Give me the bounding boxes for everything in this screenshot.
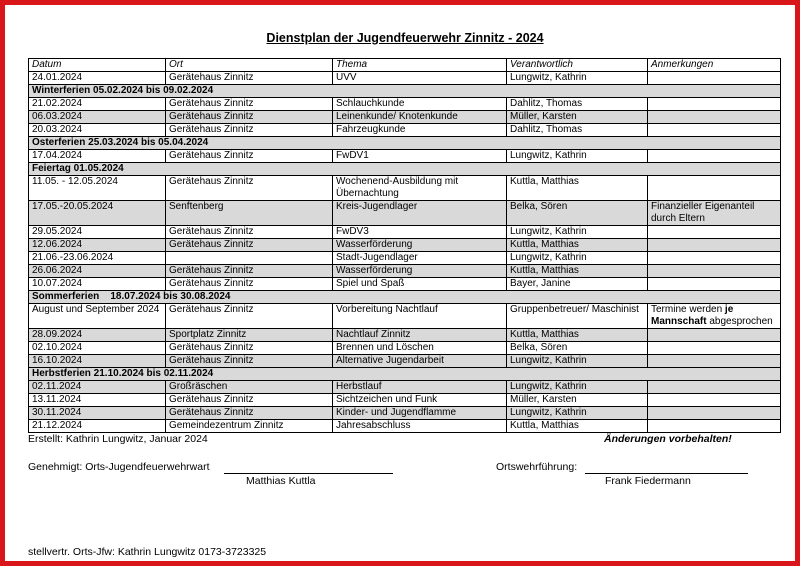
cell-topic: Vorbereitung Nachtlauf xyxy=(333,304,507,329)
table-row xyxy=(29,252,781,265)
cell-responsible: Kuttla, Matthias xyxy=(507,420,648,433)
holiday-break-label: Osterferien 25.03.2024 bis 05.04.2024 xyxy=(29,137,781,150)
leadership-label: Ortswehrführung: xyxy=(496,461,578,473)
cell-topic: Wasserförderung xyxy=(333,239,507,252)
cell-responsible: Lungwitz, Kathrin xyxy=(507,226,648,239)
cell-topic: FwDV3 xyxy=(333,226,507,239)
holiday-break-row xyxy=(29,291,781,304)
cell-notes xyxy=(648,124,781,137)
cell-date: 17.04.2024 xyxy=(29,150,166,163)
cell-location: Gerätehaus Zinnitz xyxy=(166,407,333,420)
cell-notes xyxy=(648,355,781,368)
cell-topic: Jahresabschluss xyxy=(333,420,507,433)
cell-date: 02.11.2024 xyxy=(29,381,166,394)
column-header-responsible: Verantwortlich xyxy=(507,59,648,72)
cell-location: Gerätehaus Zinnitz xyxy=(166,239,333,252)
cell-location: Gerätehaus Zinnitz xyxy=(166,304,333,329)
cell-location: Gerätehaus Zinnitz xyxy=(166,111,333,124)
cell-responsible: Lungwitz, Kathrin xyxy=(507,407,648,420)
cell-date: 06.03.2024 xyxy=(29,111,166,124)
holiday-break-row xyxy=(29,137,781,150)
cell-notes xyxy=(648,111,781,124)
cell-notes xyxy=(648,278,781,291)
cell-responsible: Gruppenbetreuer/ Maschinist xyxy=(507,304,648,329)
cell-date: 13.11.2024 xyxy=(29,394,166,407)
cell-responsible: Dahlitz, Thomas xyxy=(507,98,648,111)
table-header-row xyxy=(29,59,781,72)
cell-location: Gerätehaus Zinnitz xyxy=(166,72,333,85)
cell-location xyxy=(166,252,333,265)
cell-notes xyxy=(648,394,781,407)
cell-location: Gerätehaus Zinnitz xyxy=(166,150,333,163)
note-text-bold: je Mannschaft xyxy=(651,304,734,327)
cell-notes xyxy=(648,407,781,420)
cell-responsible: Müller, Karsten xyxy=(507,111,648,124)
cell-topic: UVV xyxy=(333,72,507,85)
table-row xyxy=(29,329,781,342)
note-text-post: abgesprochen xyxy=(706,316,773,327)
column-header-location: Ort xyxy=(166,59,333,72)
table-row xyxy=(29,355,781,368)
cell-responsible: Kuttla, Matthias xyxy=(507,329,648,342)
approval-label: Genehmigt: Orts-Jugendfeuerwehrwart xyxy=(28,461,210,473)
holiday-break-row xyxy=(29,368,781,381)
cell-location: Gerätehaus Zinnitz xyxy=(166,355,333,368)
cell-topic: Kreis-Jugendlager xyxy=(333,201,507,226)
cell-location: Gerätehaus Zinnitz xyxy=(166,226,333,239)
cell-date: 28.09.2024 xyxy=(29,329,166,342)
cell-date: 20.03.2024 xyxy=(29,124,166,137)
cell-location: Gerätehaus Zinnitz xyxy=(166,394,333,407)
table-row xyxy=(29,201,781,226)
table-row xyxy=(29,394,781,407)
cell-responsible: Lungwitz, Kathrin xyxy=(507,355,648,368)
cell-responsible: Kuttla, Matthias xyxy=(507,239,648,252)
table-row xyxy=(29,150,781,163)
cell-location: Gerätehaus Zinnitz xyxy=(166,342,333,355)
table-row xyxy=(29,381,781,394)
cell-topic: Nachtlauf Zinnitz xyxy=(333,329,507,342)
cell-responsible: Lungwitz, Kathrin xyxy=(507,381,648,394)
cell-location: Gerätehaus Zinnitz xyxy=(166,265,333,278)
column-header-notes: Anmerkungen xyxy=(648,59,781,72)
cell-responsible: Lungwitz, Kathrin xyxy=(507,72,648,85)
cell-topic: Wasserförderung xyxy=(333,265,507,278)
holiday-break-label: Sommerferien 18.07.2024 bis 30.08.2024 xyxy=(29,291,781,304)
cell-notes xyxy=(648,98,781,111)
cell-date: 11.05. - 12.05.2024 xyxy=(29,176,166,201)
table-row xyxy=(29,278,781,291)
deputy-contact: stellvertr. Orts-Jfw: Kathrin Lungwitz 0173-3723325 xyxy=(28,546,267,558)
cell-date: 02.10.2024 xyxy=(29,342,166,355)
approval-name: Matthias Kuttla xyxy=(246,475,316,487)
cell-topic: Schlauchkunde xyxy=(333,98,507,111)
leadership-name: Frank Fiedermann xyxy=(605,475,691,487)
cell-responsible: Bayer, Janine xyxy=(507,278,648,291)
cell-notes xyxy=(648,265,781,278)
cell-notes xyxy=(648,239,781,252)
cell-notes xyxy=(648,342,781,355)
cell-notes xyxy=(648,420,781,433)
cell-location: Gerätehaus Zinnitz xyxy=(166,124,333,137)
cell-topic: Leinenkunde/ Knotenkunde xyxy=(333,111,507,124)
approval-signature-line xyxy=(224,473,393,474)
cell-topic: Fahrzeugkunde xyxy=(333,124,507,137)
cell-responsible: Lungwitz, Kathrin xyxy=(507,252,648,265)
cell-date: 17.05.-20.05.2024 xyxy=(29,201,166,226)
cell-notes xyxy=(648,176,781,201)
cell-date: 30.11.2024 xyxy=(29,407,166,420)
cell-responsible: Kuttla, Matthias xyxy=(507,265,648,278)
cell-responsible: Müller, Karsten xyxy=(507,394,648,407)
cell-notes: Finanzieller Eigenanteil durch Eltern xyxy=(648,201,781,226)
cell-topic: Brennen und Löschen xyxy=(333,342,507,355)
holiday-break-label: Winterferien 05.02.2024 bis 09.02.2024 xyxy=(29,85,781,98)
column-header-topic: Thema xyxy=(333,59,507,72)
cell-notes xyxy=(648,381,781,394)
cell-notes xyxy=(648,226,781,239)
cell-topic: Herbstlauf xyxy=(333,381,507,394)
leadership-signature-line xyxy=(585,473,748,474)
table-row xyxy=(29,239,781,252)
table-row xyxy=(29,176,781,201)
table-row xyxy=(29,111,781,124)
table-row xyxy=(29,304,781,329)
cell-notes xyxy=(648,329,781,342)
schedule-table xyxy=(28,58,781,433)
holiday-break-label: Feiertag 01.05.2024 xyxy=(29,163,781,176)
note-text-pre: Termine werden xyxy=(651,304,725,315)
holiday-break-row xyxy=(29,85,781,98)
cell-date: 21.06.-23.06.2024 xyxy=(29,252,166,265)
cell-location: Gemeindezentrum Zinnitz xyxy=(166,420,333,433)
schedule-body xyxy=(29,72,781,433)
cell-notes xyxy=(648,252,781,265)
cell-topic: Spiel und Spaß xyxy=(333,278,507,291)
cell-topic: Kinder- und Jugendflamme xyxy=(333,407,507,420)
cell-topic: Wochenend-Ausbildung mit Übernachtung xyxy=(333,176,507,201)
cell-location: Gerätehaus Zinnitz xyxy=(166,176,333,201)
cell-date: August und September 2024 xyxy=(29,304,166,329)
cell-responsible: Kuttla, Matthias xyxy=(507,176,648,201)
created-by-text: Erstellt: Kathrin Lungwitz, Januar 2024 xyxy=(28,433,208,445)
column-header-date: Datum xyxy=(29,59,166,72)
cell-location: Senftenberg xyxy=(166,201,333,226)
table-row xyxy=(29,342,781,355)
cell-responsible: Dahlitz, Thomas xyxy=(507,124,648,137)
cell-responsible: Lungwitz, Kathrin xyxy=(507,150,648,163)
cell-notes-team xyxy=(648,304,781,329)
cell-date: 29.05.2024 xyxy=(29,226,166,239)
holiday-break-label: Herbstferien 21.10.2024 bis 02.11.2024 xyxy=(29,368,781,381)
cell-date: 24.01.2024 xyxy=(29,72,166,85)
table-row xyxy=(29,420,781,433)
table-row xyxy=(29,407,781,420)
changes-reserved-text: Änderungen vorbehalten! xyxy=(604,433,732,445)
document-title: Dienstplan der Jugendfeuerwehr Zinnitz - 2024 xyxy=(266,31,544,45)
cell-notes xyxy=(648,150,781,163)
cell-notes xyxy=(648,72,781,85)
table-row xyxy=(29,124,781,137)
cell-topic: Stadt-Jugendlager xyxy=(333,252,507,265)
cell-location: Gerätehaus Zinnitz xyxy=(166,98,333,111)
table-row xyxy=(29,98,781,111)
table-row xyxy=(29,72,781,85)
table-row xyxy=(29,226,781,239)
holiday-break-row xyxy=(29,163,781,176)
cell-date: 10.07.2024 xyxy=(29,278,166,291)
cell-date: 12.06.2024 xyxy=(29,239,166,252)
cell-location: Gerätehaus Zinnitz xyxy=(166,278,333,291)
cell-date: 26.06.2024 xyxy=(29,265,166,278)
cell-topic: Alternative Jugendarbeit xyxy=(333,355,507,368)
cell-location: Großräschen xyxy=(166,381,333,394)
cell-responsible: Belka, Sören xyxy=(507,201,648,226)
cell-location: Sportplatz Zinnitz xyxy=(166,329,333,342)
table-row xyxy=(29,265,781,278)
cell-topic: Sichtzeichen und Funk xyxy=(333,394,507,407)
cell-topic: FwDV1 xyxy=(333,150,507,163)
cell-responsible: Belka, Sören xyxy=(507,342,648,355)
cell-date: 21.12.2024 xyxy=(29,420,166,433)
cell-date: 16.10.2024 xyxy=(29,355,166,368)
cell-date: 21.02.2024 xyxy=(29,98,166,111)
